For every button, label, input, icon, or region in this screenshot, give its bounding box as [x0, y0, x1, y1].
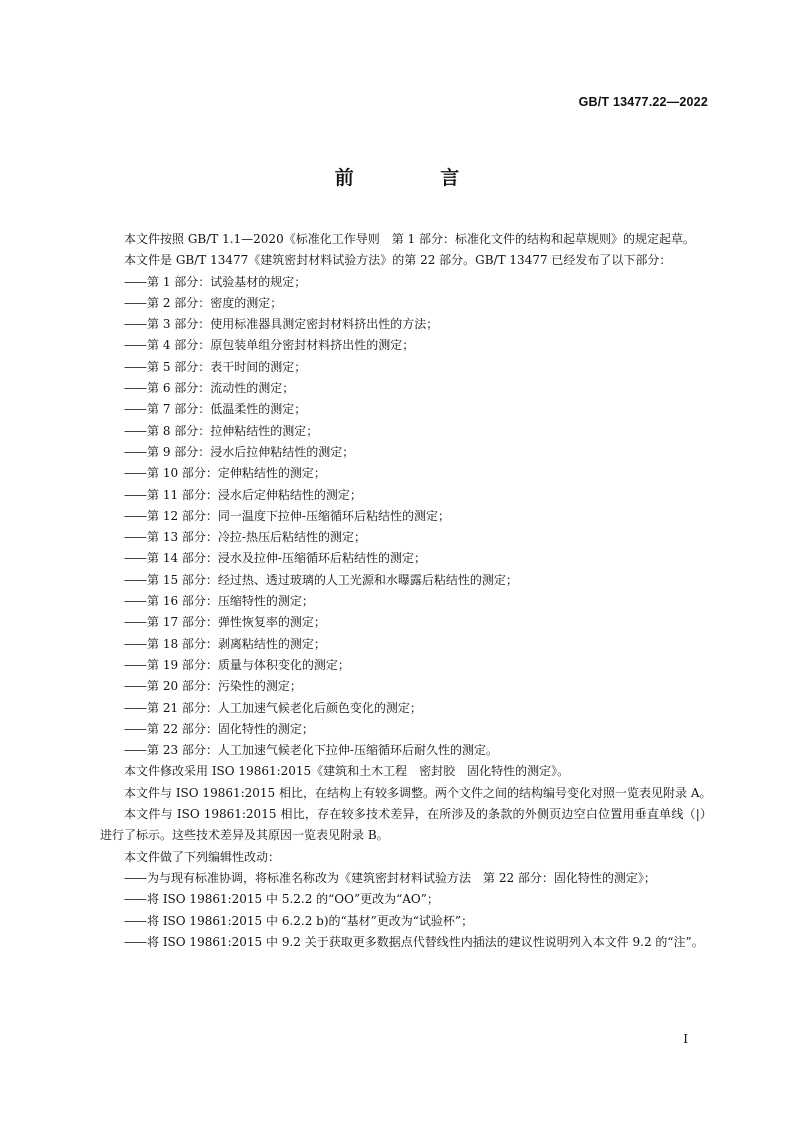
list-item-text: 第 13 部分：冷拉-热压后粘结性的测定；	[147, 530, 366, 545]
list-item-text: 第 19 部分：质量与体积变化的测定；	[147, 657, 350, 672]
list-dash: ——	[124, 700, 146, 715]
part-list-item	[100, 506, 712, 527]
list-dash: ——	[124, 679, 146, 694]
list-item-text: 第 14 部分：浸水及拉伸-压缩循环后粘结性的测定；	[147, 551, 426, 566]
part-list-item	[100, 357, 712, 378]
list-dash: ——	[124, 317, 146, 332]
part-list-item	[100, 612, 712, 633]
page-number: I	[683, 1032, 688, 1046]
list-dash: ——	[124, 338, 146, 353]
list-item-text: 将 ISO 19861:2015 中 9.2 关于获取更多数据点代替线性内插法的建议性说明列入本文件 9.2 的“注”。	[147, 934, 704, 949]
list-item-text: 第 16 部分：压缩特性的测定；	[147, 594, 314, 609]
part-list-item	[100, 634, 712, 655]
part-list-item	[100, 740, 712, 761]
part-list-item	[100, 676, 712, 697]
paragraph-technical-differences: 本文件与 ISO 19861:2015 相比，存在较多技术差异，在所涉及的条款的外侧页边空白位置用垂直单线（|）进行了标示。这些技术差异及其原因一览表见附录 B。	[100, 807, 712, 843]
part-list-item	[100, 463, 712, 484]
list-item-text: 第 17 部分：弹性恢复率的测定；	[147, 615, 326, 630]
list-dash: ——	[124, 870, 146, 885]
paragraph-editorial-intro: 本文件做了下列编辑性改动：	[124, 849, 281, 864]
part-list-item	[100, 399, 712, 420]
list-item-text: 将 ISO 19861:2015 中 5.2.2 的“OO”更改为“AO”；	[147, 892, 439, 907]
list-dash: ——	[124, 274, 146, 289]
list-item-text: 将 ISO 19861:2015 中 6.2.2 b)的“基材”更改为“试验杯”；	[147, 913, 474, 928]
part-list-item	[100, 591, 712, 612]
part-list-item	[100, 421, 712, 442]
list-dash: ——	[124, 743, 146, 758]
paragraph-series-intro: 本文件是 GB/T 13477《建筑密封材料试验方法》的第 22 部分。GB/T 13477 已经发布了以下部分：	[124, 253, 672, 268]
list-item-text: 第 20 部分：污染性的测定；	[147, 679, 302, 694]
list-item-text: 第 2 部分：密度的测定；	[147, 295, 283, 310]
list-dash: ——	[124, 466, 146, 481]
part-list-item	[100, 272, 712, 293]
list-item-text: 第 3 部分：使用标准器具测定密封材料挤出性的方法；	[147, 317, 439, 332]
edits-list	[100, 868, 712, 953]
list-dash: ——	[124, 913, 146, 928]
part-list-item	[100, 335, 712, 356]
list-dash: ——	[124, 657, 146, 672]
list-dash: ——	[124, 572, 146, 587]
list-item-text: 第 18 部分：剥离粘结性的测定；	[147, 636, 326, 651]
part-list-item	[100, 314, 712, 335]
edit-list-item	[100, 889, 712, 910]
list-item-text: 第 12 部分：同一温度下拉伸-压缩循环后粘结性的测定；	[147, 508, 450, 523]
list-dash: ——	[124, 444, 146, 459]
list-item-text: 第 23 部分：人工加速气候老化下拉伸-压缩循环后耐久性的测定。	[147, 743, 498, 758]
list-item-text: 第 21 部分：人工加速气候老化后颜色变化的测定；	[147, 700, 422, 715]
list-dash: ——	[124, 636, 146, 651]
list-dash: ——	[124, 594, 146, 609]
list-dash: ——	[124, 530, 146, 545]
list-dash: ——	[124, 423, 146, 438]
part-list-item	[100, 485, 712, 506]
list-dash: ——	[124, 508, 146, 523]
list-dash: ——	[124, 381, 146, 396]
list-item-text: 第 8 部分：拉伸粘结性的测定；	[147, 423, 319, 438]
paragraph-structure-changes: 本文件与 ISO 19861:2015 相比，在结构上有较多调整。两个文件之间的结构编号变化对照一览表见附录 A。	[124, 785, 712, 800]
list-item-text: 第 6 部分：流动性的测定；	[147, 381, 295, 396]
edit-list-item	[100, 911, 712, 932]
list-item-text: 第 11 部分：浸水后定伸粘结性的测定；	[147, 487, 362, 502]
part-list-item	[100, 719, 712, 740]
part-list-item	[100, 293, 712, 314]
list-item-text: 为与现有标准协调，将标准名称改为《建筑密封材料试验方法 第 22 部分：固化特性的测定》；	[147, 870, 656, 885]
standard-code: GB/T 13477.22—2022	[578, 95, 708, 109]
list-dash: ——	[124, 295, 146, 310]
list-item-text: 第 1 部分：试验基材的规定；	[147, 274, 307, 289]
list-item-text: 第 15 部分：经过热、透过玻璃的人工光源和水曝露后粘结性的测定；	[147, 572, 518, 587]
edit-list-item	[100, 932, 712, 953]
page-title: 前 言	[334, 167, 500, 189]
list-item-text: 第 9 部分：浸水后拉伸粘结性的测定；	[147, 444, 355, 459]
document-body	[100, 229, 712, 953]
list-item-text: 第 10 部分：定伸粘结性的测定；	[147, 466, 326, 481]
list-dash: ——	[124, 359, 146, 374]
part-list-item	[100, 442, 712, 463]
part-list-item	[100, 548, 712, 569]
part-list-item	[100, 698, 712, 719]
list-dash: ——	[124, 487, 146, 502]
paragraph-adoption: 本文件修改采用 ISO 19861:2015《建筑和土木工程 密封胶 固化特性的测定》。	[124, 764, 570, 779]
list-item-text: 第 7 部分：低温柔性的测定；	[147, 402, 307, 417]
list-dash: ——	[124, 892, 146, 907]
part-list-item	[100, 570, 712, 591]
list-item-text: 第 5 部分：表干时间的测定；	[147, 359, 307, 374]
list-dash: ——	[124, 721, 146, 736]
part-list-item	[100, 655, 712, 676]
edit-list-item	[100, 868, 712, 889]
paragraph-drafting-rule: 本文件按照 GB/T 1.1—2020《标准化工作导则 第 1 部分：标准化文件的结构和起草规则》的规定起草。	[124, 232, 695, 246]
list-dash: ——	[124, 934, 146, 949]
part-list-item	[100, 378, 712, 399]
list-dash: ——	[124, 551, 146, 566]
list-dash: ——	[124, 615, 146, 630]
list-item-text: 第 22 部分：固化特性的测定；	[147, 721, 314, 736]
parts-list	[100, 272, 712, 762]
part-list-item	[100, 527, 712, 548]
list-dash: ——	[124, 402, 146, 417]
list-item-text: 第 4 部分：原包装单组分密封材料挤出性的测定；	[147, 338, 415, 353]
